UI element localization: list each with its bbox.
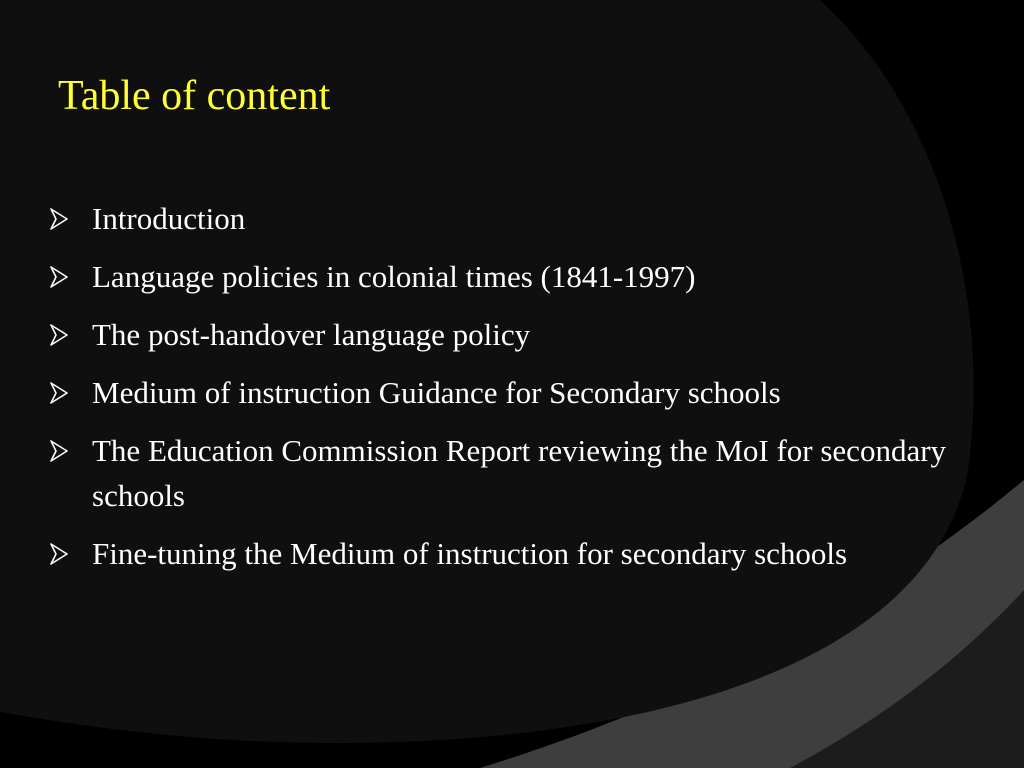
list-item <box>50 312 990 357</box>
list-item <box>50 254 990 299</box>
list-item-text: Fine-tuning the Medium of instruction for secondary schools <box>92 536 848 571</box>
list-item-text: The post-handover language policy <box>92 317 531 352</box>
list-item-text: The Education Commission Report reviewing the MoI for secondary schools <box>92 433 947 513</box>
arrowhead-bullet-icon <box>50 266 68 288</box>
list-item-text: Language policies in colonial times (1841-1997) <box>92 259 696 294</box>
arrowhead-bullet-icon <box>50 324 68 346</box>
list-item-text: Medium of instruction Guidance for Secondary schools <box>92 375 781 410</box>
arrowhead-bullet-icon <box>50 382 68 404</box>
arrowhead-bullet-icon <box>50 543 68 565</box>
slide-title: Table of content <box>58 73 331 119</box>
arrowhead-bullet-icon <box>50 208 68 230</box>
bullet-list <box>50 196 990 589</box>
list-item <box>50 370 990 415</box>
arrowhead-bullet-icon <box>50 440 68 462</box>
list-item-text: Introduction <box>92 201 246 236</box>
list-item <box>50 428 990 518</box>
list-item <box>50 531 990 576</box>
list-item <box>50 196 990 241</box>
